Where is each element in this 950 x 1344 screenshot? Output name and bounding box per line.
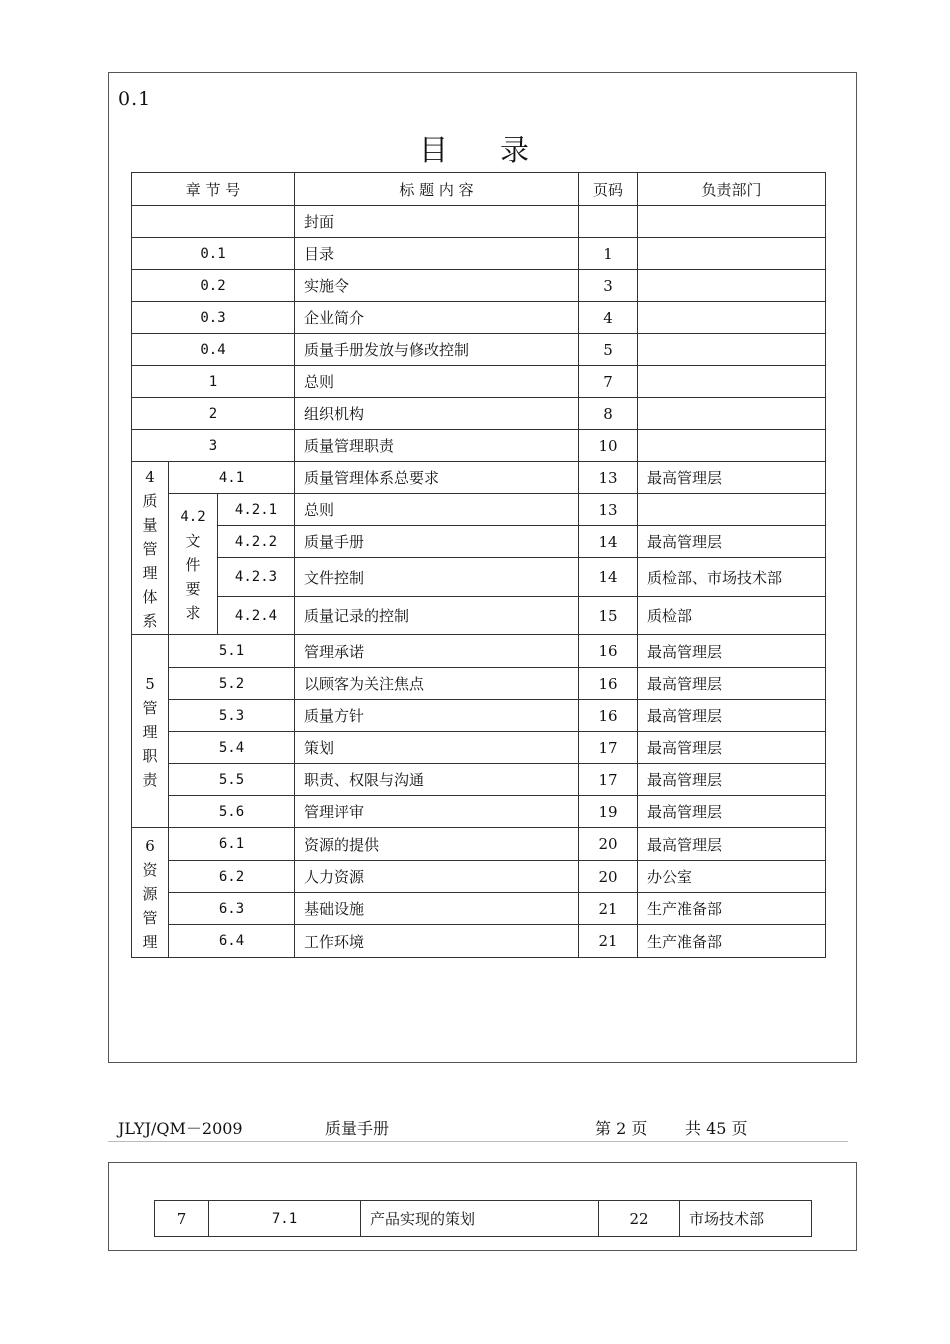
row-no: 5.5 [169, 764, 295, 796]
row-title: 总则 [295, 494, 579, 526]
row-page: 14 [579, 558, 638, 597]
row-page: 22 [599, 1201, 680, 1237]
row-page: 8 [579, 398, 638, 430]
row-page [579, 206, 638, 238]
table-row [132, 893, 826, 925]
group-label-5: 5 管 理 职 责 [132, 635, 169, 828]
row-page: 4 [579, 302, 638, 334]
table-row [132, 334, 826, 366]
row-page: 14 [579, 526, 638, 558]
row-no: 5.3 [169, 700, 295, 732]
row-no: 6.4 [169, 925, 295, 958]
table-row [155, 1201, 812, 1237]
row-page: 16 [579, 635, 638, 668]
row-page: 16 [579, 668, 638, 700]
row-dept: 最高管理层 [638, 700, 826, 732]
row-no: 0.3 [132, 302, 295, 334]
row-dept: 质检部、市场技术部 [638, 558, 826, 597]
row-page: 16 [579, 700, 638, 732]
row-dept: 最高管理层 [638, 828, 826, 861]
row-no: 4.2.1 [218, 494, 295, 526]
row-dept: 办公室 [638, 861, 826, 893]
row-title: 基础设施 [295, 893, 579, 925]
row-dept: 最高管理层 [638, 462, 826, 494]
row-dept [638, 334, 826, 366]
row-title: 文件控制 [295, 558, 579, 597]
row-dept [638, 206, 826, 238]
row-no: 0.1 [132, 238, 295, 270]
row-no: 0.4 [132, 334, 295, 366]
table-row [132, 861, 826, 893]
table-row [132, 206, 826, 238]
row-page: 19 [579, 796, 638, 828]
footer-divider [108, 1141, 848, 1142]
table-row [132, 764, 826, 796]
table-row [132, 270, 826, 302]
table-row [132, 635, 826, 668]
row-no: 0.2 [132, 270, 295, 302]
subgroup-label-4-2: 4.2 文 件 要 求 [169, 494, 218, 635]
footer-doc-name: 质量手册 [325, 1119, 390, 1138]
next-page-table [154, 1200, 812, 1237]
row-title: 质量管理体系总要求 [295, 462, 579, 494]
row-no: 5.2 [169, 668, 295, 700]
row-page: 15 [579, 597, 638, 635]
header-chapter: 章 节 号 [132, 173, 295, 206]
row-page: 17 [579, 732, 638, 764]
table-row [132, 302, 826, 334]
row-no: 6.1 [169, 828, 295, 861]
title-char: 目 [418, 133, 450, 167]
row-title: 实施令 [295, 270, 579, 302]
toc-table [131, 172, 826, 958]
table-row [132, 796, 826, 828]
row-no: 5.1 [169, 635, 295, 668]
row-title: 质量手册 [295, 526, 579, 558]
footer-total-pages: 共 45 页 [685, 1119, 748, 1138]
row-page: 10 [579, 430, 638, 462]
row-dept [638, 430, 826, 462]
table-row [132, 366, 826, 398]
table-row [132, 430, 826, 462]
table-row [132, 668, 826, 700]
row-no: 4.2.3 [218, 558, 295, 597]
row-no: 7.1 [209, 1201, 361, 1237]
row-title: 企业简介 [295, 302, 579, 334]
row-title: 目录 [295, 238, 579, 270]
document-title [0, 128, 950, 169]
row-dept [638, 302, 826, 334]
row-title: 管理承诺 [295, 635, 579, 668]
row-page: 20 [579, 828, 638, 861]
row-title: 人力资源 [295, 861, 579, 893]
row-no: 6.3 [169, 893, 295, 925]
row-no: 4.2.4 [218, 597, 295, 635]
row-dept: 生产准备部 [638, 893, 826, 925]
table-row [132, 398, 826, 430]
row-page: 20 [579, 861, 638, 893]
row-dept: 最高管理层 [638, 764, 826, 796]
row-title: 工作环境 [295, 925, 579, 958]
row-no: 5.6 [169, 796, 295, 828]
row-no: 5.4 [169, 732, 295, 764]
row-page: 13 [579, 494, 638, 526]
table-row [132, 700, 826, 732]
table-row [132, 558, 826, 597]
table-row [132, 732, 826, 764]
row-title: 以顾客为关注焦点 [295, 668, 579, 700]
row-title: 组织机构 [295, 398, 579, 430]
row-no: 1 [132, 366, 295, 398]
table-row [132, 597, 826, 635]
row-page: 3 [579, 270, 638, 302]
row-title: 职责、权限与沟通 [295, 764, 579, 796]
header-page: 页码 [579, 173, 638, 206]
row-dept [638, 398, 826, 430]
table-row [132, 238, 826, 270]
table-row [132, 526, 826, 558]
row-dept: 生产准备部 [638, 925, 826, 958]
section-number: 0.1 [118, 88, 152, 110]
row-title: 封面 [295, 206, 579, 238]
row-title: 总则 [295, 366, 579, 398]
row-page: 21 [579, 925, 638, 958]
row-title: 策划 [295, 732, 579, 764]
footer-doc-code: JLYJ/QM－2009 [118, 1119, 243, 1138]
row-dept: 最高管理层 [638, 635, 826, 668]
group-label-6: 6 资 源 管 理 [132, 828, 169, 958]
title-char: 录 [500, 133, 532, 167]
row-page: 17 [579, 764, 638, 796]
row-dept: 质检部 [638, 597, 826, 635]
row-no: 3 [132, 430, 295, 462]
header-dept: 负责部门 [638, 173, 826, 206]
footer-page-number: 第 2 页 [595, 1119, 648, 1138]
row-dept: 最高管理层 [638, 796, 826, 828]
row-title: 资源的提供 [295, 828, 579, 861]
header-title: 标 题 内 容 [295, 173, 579, 206]
row-dept: 市场技术部 [680, 1201, 812, 1237]
row-dept [638, 494, 826, 526]
row-dept: 最高管理层 [638, 526, 826, 558]
toc-header-row [132, 173, 826, 206]
row-page: 21 [579, 893, 638, 925]
row-title: 产品实现的策划 [361, 1201, 599, 1237]
row-page: 7 [579, 366, 638, 398]
row-no: 6.2 [169, 861, 295, 893]
row-chapter: 7 [155, 1201, 209, 1237]
row-dept [638, 270, 826, 302]
row-no: 4.1 [169, 462, 295, 494]
table-row [132, 462, 826, 494]
row-title: 质量管理职责 [295, 430, 579, 462]
row-dept [638, 366, 826, 398]
row-page: 1 [579, 238, 638, 270]
row-page: 13 [579, 462, 638, 494]
row-no: 2 [132, 398, 295, 430]
row-dept: 最高管理层 [638, 668, 826, 700]
table-row [132, 494, 826, 526]
table-row [132, 925, 826, 958]
row-dept [638, 238, 826, 270]
row-title: 质量手册发放与修改控制 [295, 334, 579, 366]
table-row [132, 828, 826, 861]
row-title: 质量记录的控制 [295, 597, 579, 635]
row-dept: 最高管理层 [638, 732, 826, 764]
row-page: 5 [579, 334, 638, 366]
group-label-4: 4 质 量 管 理 体 系 [132, 462, 169, 635]
row-no [132, 206, 295, 238]
row-title: 管理评审 [295, 796, 579, 828]
row-no: 4.2.2 [218, 526, 295, 558]
row-title: 质量方针 [295, 700, 579, 732]
